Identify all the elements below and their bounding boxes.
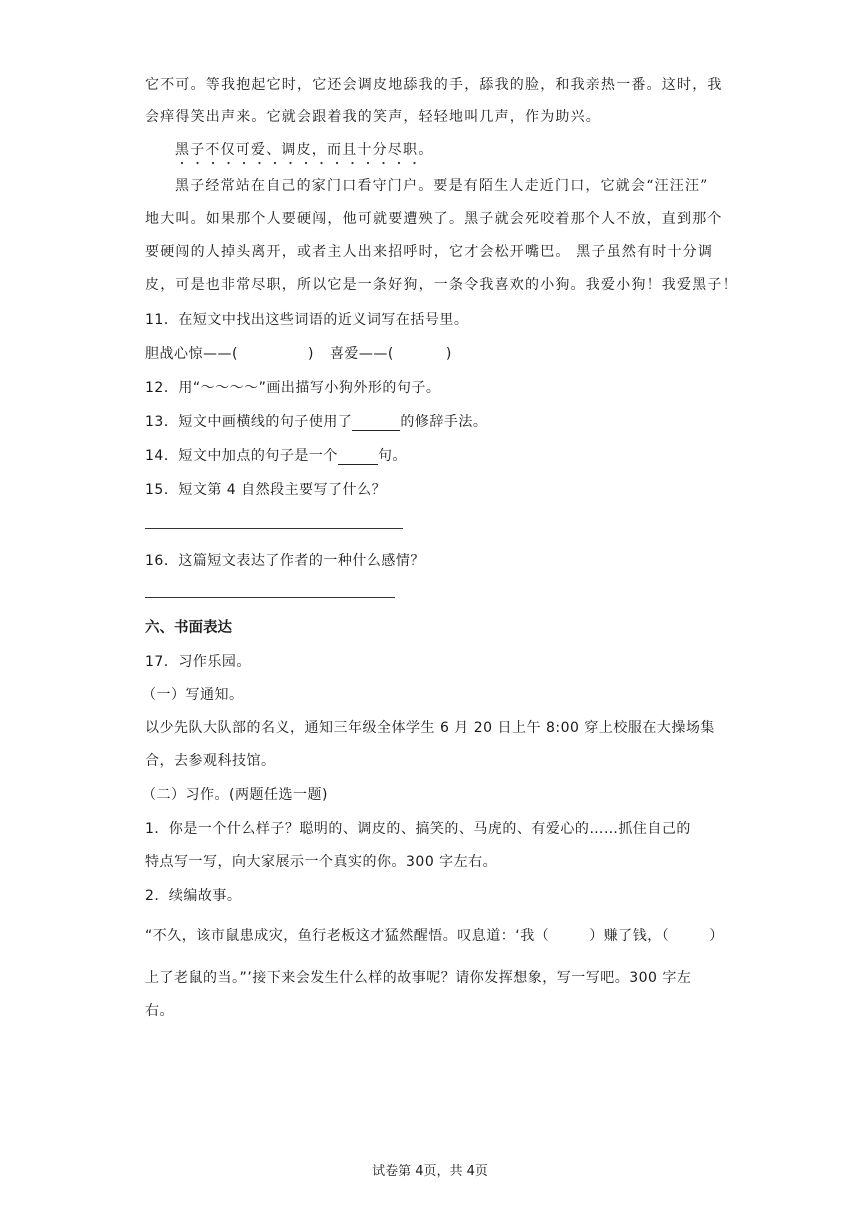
story-text: “不久，该市鼠患成灾，鱼行老板这才猛然醒悟。叹息道：‘我（ [145,928,550,944]
question-15: 15．短文第 4 自然段主要写了什么？ [145,482,387,498]
fill-blank[interactable] [352,414,400,431]
notice-prompt-line: 合，去参观科技馆。 [145,753,276,769]
question-14 [145,445,407,465]
question-11-items [145,343,452,363]
option-1-line: 特点写一写，向大家展示一个真实的你。300 字左右。 [145,854,498,870]
question-14-text: 句。 [377,448,407,464]
story-text: ） [709,928,724,944]
dotted-sentence [175,139,860,159]
answer-line[interactable] [145,597,395,598]
option-2-title: 2．续编故事。 [145,888,242,904]
story-text: ）赚了钱，（ [589,928,670,944]
emphasis-dots [175,161,435,165]
part-title: （二）习作。(两题任选一题) [142,787,328,803]
synonym-word-2: 喜爱——( [329,346,394,362]
dotted-sentence-text: 黑子不仅可爱、调皮，而且十分尽职。 [175,142,434,158]
question-13-text: 13．短文中画横线的句子使用了 [145,414,353,430]
page-footer: 试卷第 4页，共 4页 [372,1164,488,1179]
question-13-text: 的修辞手法。 [400,414,488,430]
passage-line: 黑子经常站在自己的家门口看守门户。要是有陌生人走近门口，它就会“汪汪汪” [175,178,709,194]
fill-blank[interactable] [338,448,378,465]
option-2-line: 上了老鼠的当。”’接下来会发生什么样的故事呢？请你发挥想象，写一写吧。300 字左 [145,970,692,986]
passage-line: 地大叫。如果那个人要硬闯，他可就要遭殃了。黑子就会死咬着那个人不放，直到那个 [145,211,723,227]
option-2-line [145,925,724,945]
part-title: （一）写通知。 [142,687,244,703]
passage-line: 它不可。等我抱起它时，它还会调皮地舔我的手，舔我的脸，和我亲热一番。这时，我 [145,77,723,93]
question-14-text: 14．短文中加点的句子是一个 [145,448,338,464]
question-12: 12．用“～～～～”画出描写小狗外形的句子。 [145,380,441,396]
passage-line: 皮，可是也非常尽职，所以它是一条好狗，一条令我喜欢的小狗。我爱小狗！我爱黑子！ [145,277,738,293]
question-17: 17．习作乐园。 [145,654,251,670]
passage-line: 要硬闯的人掉头离开，或者主人出来招呼时，它才会松开嘴巴。 黑子虽然有时十分调 [145,244,714,260]
question-11: 11．在短文中找出这些词语的近义词写在括号里。 [145,312,469,328]
option-2-line: 右。 [145,1003,174,1019]
paren-close: ) [445,346,452,362]
section-heading: 六、书面表达 [145,620,232,636]
paren-close: ) [307,346,314,362]
answer-line[interactable] [145,528,403,529]
question-13 [145,411,487,431]
question-16: 16．这篇短文表达了作者的一种什么感情？ [145,553,425,569]
option-1-line: 1．你是一个什么样子？聪明的、调皮的、搞笑的、马虎的、有爱心的……抓住自己的 [145,821,691,837]
synonym-word-1: 胆战心惊——( [145,346,238,362]
passage-line: 会痒得笑出声来。它就会跟着我的笑声，轻轻地叫几声，作为助兴。 [145,109,601,125]
notice-prompt-line: 以少先队大队部的名义，通知三年级全体学生 6 月 20 日上午 8:00 穿上校服在大操场集 [145,720,715,736]
